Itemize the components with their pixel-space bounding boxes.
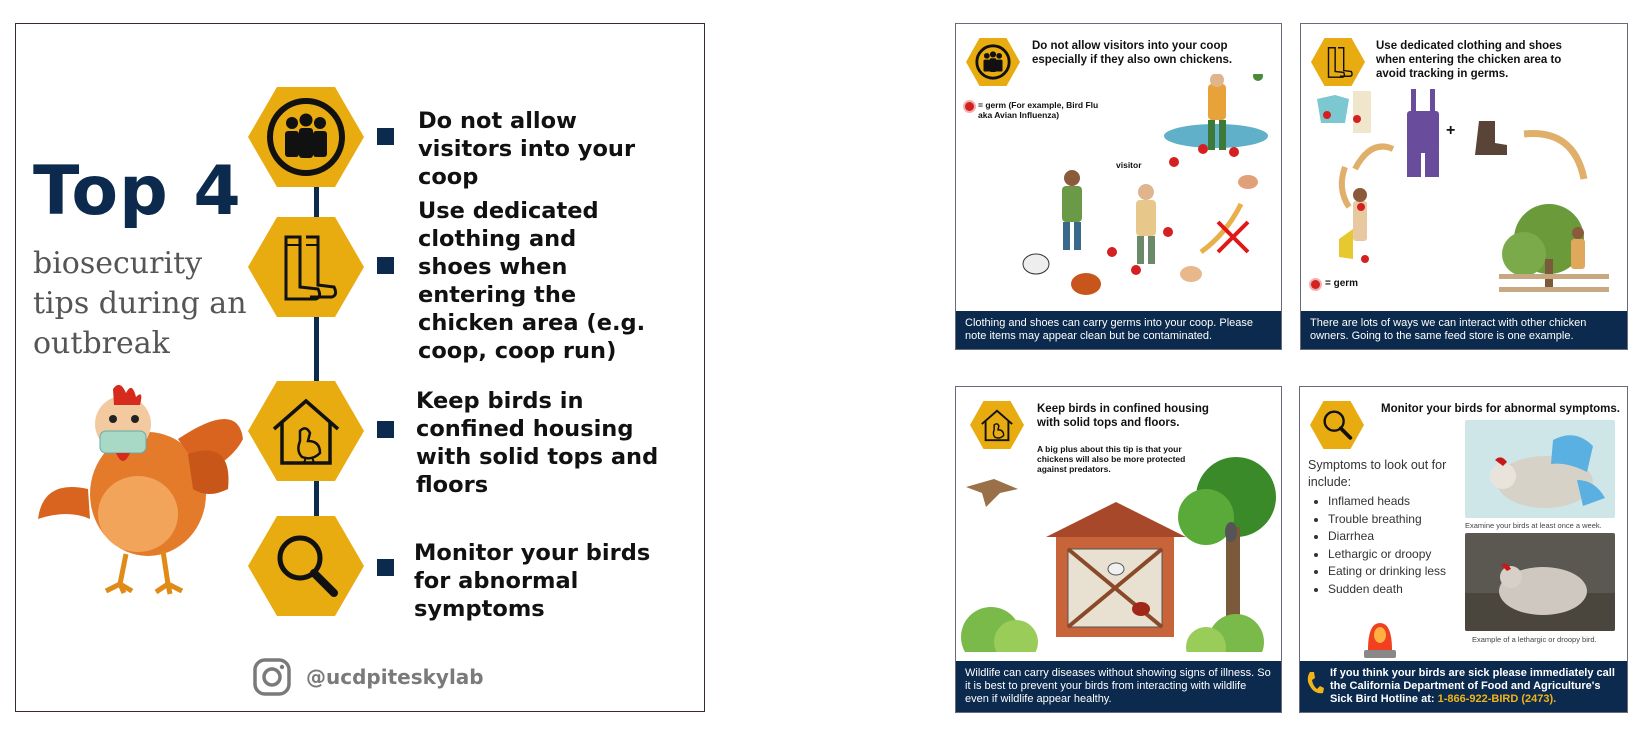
panel-clothing <box>1300 23 1628 350</box>
tip-2-text: Use dedicated clothing and shoes when entering the chicken area (e.g. coop, coop run) <box>418 198 646 364</box>
symptom-list-block <box>1308 457 1458 598</box>
visitor-label: visitor <box>1116 160 1142 170</box>
instagram-handle <box>252 657 484 697</box>
panel-title: Do not allow visitors into your coop especially if they also own chickens. <box>1032 40 1233 66</box>
symptom-list <box>1308 493 1458 598</box>
symptom-item: • Trouble breathing <box>1328 511 1458 529</box>
alarm-light-icon <box>1360 615 1400 660</box>
predator-note: A big plus about this tip is that your chickens will also be more protected against predators. <box>1037 444 1186 474</box>
tip-bullet <box>377 128 394 145</box>
panel-housing <box>955 386 1282 713</box>
magnifier-icon <box>248 516 364 616</box>
tip-bullet <box>377 559 394 576</box>
boots-icon <box>248 217 364 317</box>
dedicated-clothing-illustration <box>1309 89 1621 304</box>
house-chicken-icon <box>248 381 364 481</box>
panel-caption: Clothing and shoes can carry germs into your coop. Please note items may appear clean but be contaminated. <box>956 311 1281 349</box>
hotline-message: If you think your birds are sick please immediately call the California Department of Food and Agriculture's <box>1330 667 1615 692</box>
symptom-intro: Symptoms to look out for include: <box>1308 458 1447 489</box>
photo-caption: Examine your birds at least once a week. <box>1465 521 1602 530</box>
tip-bullet <box>377 257 394 274</box>
germ-icon <box>1311 280 1320 289</box>
symptom-item: • Sudden death <box>1328 581 1458 599</box>
symptom-item: • Diarrhea <box>1328 528 1458 546</box>
tip-3-text: Keep birds in confined housing with solid tops and floors <box>416 388 659 498</box>
hotline-number[interactable]: 1-866-922-BIRD (2473). <box>1437 693 1557 705</box>
symptom-item: • Lethargic or droopy <box>1328 546 1458 564</box>
droopy-bird-photo <box>1465 533 1615 631</box>
panel-caption: There are lots of ways we can interact with other chicken owners. Going to the same feed store is one example. <box>1301 311 1627 349</box>
examine-bird-photo <box>1465 420 1615 518</box>
panel-title: Keep birds in confined housing with solid tops and floors. <box>1037 403 1209 429</box>
top4-poster <box>15 23 705 712</box>
panel-title: Use dedicated clothing and shoes when entering the chicken area to avoid tracking in germs. <box>1376 40 1562 80</box>
plus-sign: + <box>1446 122 1456 139</box>
poster-title: Top 4 <box>33 152 242 231</box>
panel-visitors <box>955 23 1282 350</box>
photo-caption: Example of a lethargic or droopy bird. <box>1472 635 1597 644</box>
tip-bullet <box>377 421 394 438</box>
hotline-caption <box>1300 661 1627 712</box>
poster-subtitle: biosecurity tips during an outbreak <box>33 246 247 361</box>
tip-1-text: Do not allow visitors into your coop <box>418 108 636 190</box>
magnifier-icon <box>1310 401 1364 449</box>
panel-title: Monitor your birds for abnormal symptoms. <box>1381 403 1620 415</box>
handle-text: @ucdpiteskylab <box>306 665 484 689</box>
panel-caption: Wildlife can carry diseases without showing signs of illness. So it is best to prevent your birds from interacting with wildlife even if wildlife appear healthy. <box>956 661 1281 712</box>
germ-legend: = germ <box>1325 278 1359 289</box>
germ-legend: = germ (For example, Bird Flu aka Avian Influenza) <box>978 100 1099 120</box>
tip-4-text: Monitor your birds for abnormal symptoms <box>414 540 651 622</box>
germ-icon <box>965 102 974 111</box>
phone-icon <box>1305 670 1325 696</box>
rooster-mask-illustration <box>28 379 253 609</box>
symptom-item: • Eating or drinking less <box>1328 563 1458 581</box>
panel-monitor <box>1299 386 1628 713</box>
hotline-label: Sick Bird Hotline at: <box>1330 693 1435 705</box>
symptom-item: • Inflamed heads <box>1328 493 1458 511</box>
boots-icon <box>1311 38 1365 86</box>
visitors-icon <box>248 87 364 187</box>
coop-wildlife-illustration <box>956 437 1282 652</box>
farm-visit-illustration <box>986 74 1276 304</box>
instagram-icon <box>252 657 292 697</box>
